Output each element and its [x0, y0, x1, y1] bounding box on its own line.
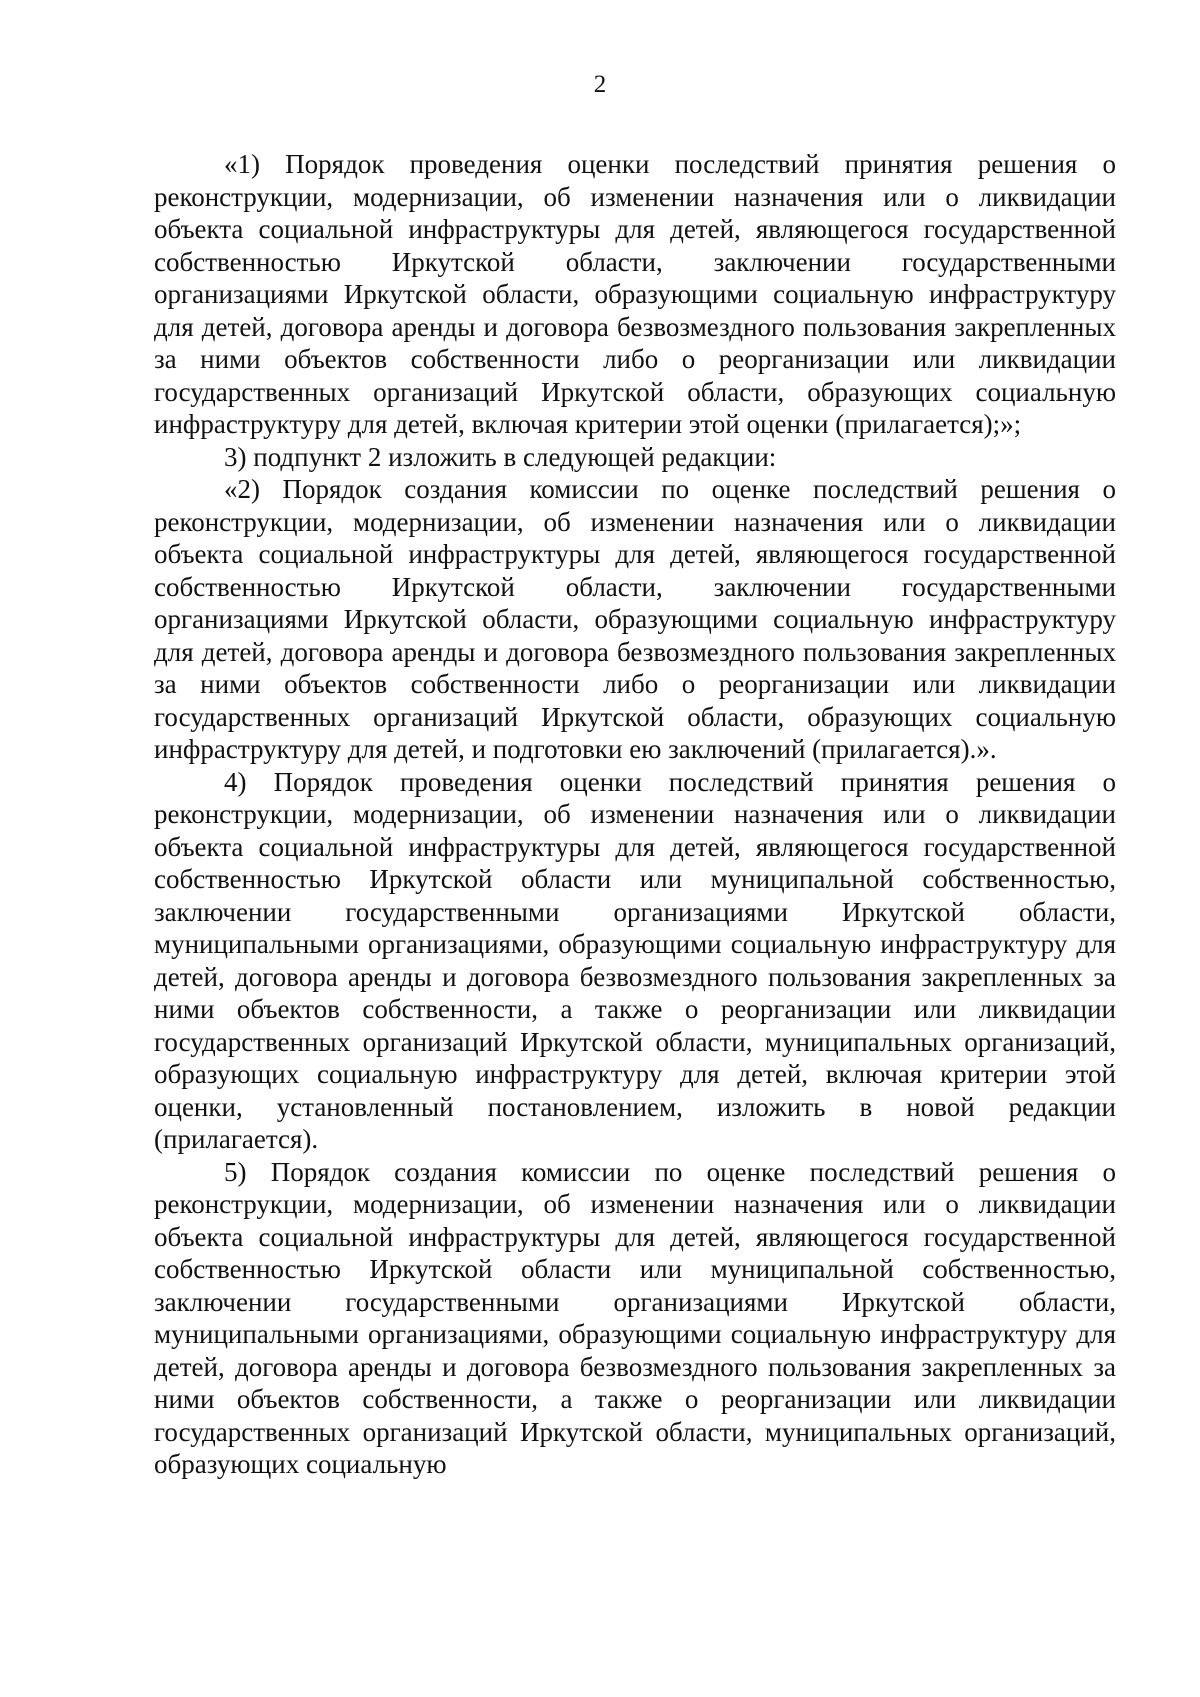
paragraph-item-3: 3) подпункт 2 изложить в следующей редакции:: [224, 441, 777, 472]
page-number: 2: [593, 71, 607, 98]
paragraph-subitem-1-quote: «1) Порядок проведения оценки последствий принятия решения о реконструкции, модернизации, об изменении назначения или о ликвидации объекта социальной инфраструктуры для детей, являющегося государственной собственностью Иркутской области, заключении государственными организациями Иркутской области, образующими социальную инфраструктуру для детей, договора аренды и договора безвозмездного пользования закрепленных за ними объектов собственности либо о реорганизации или ликвидации государственных организаций Иркутской области, образующих социальную инфраструктуру для детей, включая критерии этой оценки (прилагается);»;: [154, 149, 1116, 439]
paragraph-item-5: 5) Порядок создания комиссии по оценке последствий решения о реконструкции, модернизации, об изменении назначения или о ликвидации объекта социальной инфраструктуры для детей, являющегося государственной собственностью Иркутской области или муниципальной собственностью, заключении государственными организациями Иркутской области, муниципальными организациями, образующими социальную инфраструктуру для детей, договора аренды и договора безвозмездного пользования закрепленных за ними объектов собственности, а также о реорганизации или ликвидации государственных организаций Иркутской области, муниципальных организаций, образующих социальную: [154, 1156, 1116, 1479]
paragraph-item-4: 4) Порядок проведения оценки последствий принятия решения о реконструкции, модернизации, об изменении назначения или о ликвидации объекта социальной инфраструктуры для детей, являющегося государственной собственностью Иркутской области или муниципальной собственностью, заключении государственными организациями Иркутской области, муниципальными организациями, образующими социальную инфраструктуру для детей, договора аренды и договора безвозмездного пользования закрепленных за ними объектов собственности, а также о реорганизации или ликвидации государственных организаций Иркутской области, муниципальных организаций, образующих социальную инфраструктуру для детей, включая критерии этой оценки, установленный постановлением, изложить в новой редакции (прилагается).: [154, 766, 1116, 1154]
document-body: [154, 148, 1116, 1481]
paragraph-subitem-2-quote: «2) Порядок создания комиссии по оценке последствий решения о реконструкции, модернизации, об изменении назначения или о ликвидации объекта социальной инфраструктуры для детей, являющегося государственной собственностью Иркутской области, заключении государственными организациями Иркутской области, образующими социальную инфраструктуру для детей, договора аренды и договора безвозмездного пользования закрепленных за ними объектов собственности либо о реорганизации или ликвидации государственных организаций Иркутской области, образующих социальную инфраструктуру для детей, и подготовки ею заключений (прилагается).».: [154, 474, 1116, 764]
